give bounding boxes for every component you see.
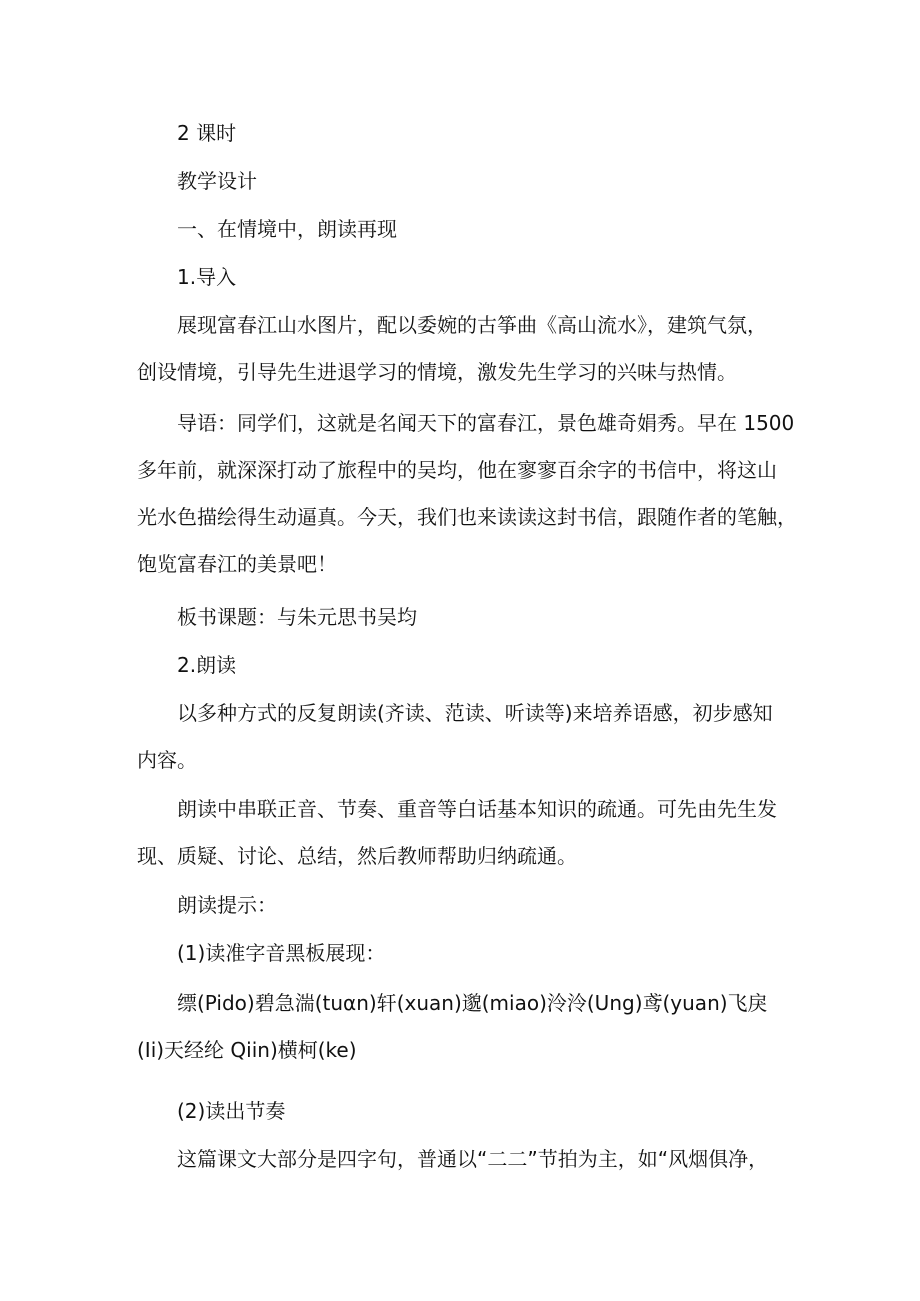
subheading-intro: [137, 254, 797, 301]
text-line: 朗读中串联正音、节奏、重音等白话基本知识的疏通。可先由先生发: [177, 797, 777, 821]
text-line: (1)读准字音黑板展现：: [177, 941, 386, 965]
paragraph-reading-methods: [137, 690, 797, 784]
text-line: 板书课题：与朱元思书吴均: [177, 605, 417, 629]
text-line: 创设情境，引导先生进退学习的情境，激发先生学习的兴味与热情。: [137, 360, 737, 384]
text-line: 这篇课文大部分是四字句，普通以“二二”节拍为主，如“风烟俱净，: [177, 1147, 769, 1171]
section-heading-1: [137, 206, 797, 253]
text-line: 2 课时: [177, 121, 237, 145]
paragraph-tip-2: [137, 1088, 797, 1135]
paragraph-board-title: [137, 594, 797, 641]
text-line: 内容。: [137, 748, 197, 772]
paragraph-rhythm: [137, 1136, 797, 1183]
paragraph-pronunciation-list: [137, 980, 797, 1074]
text-line: 1.导入: [177, 265, 237, 289]
text-line: 教学设计: [177, 169, 257, 193]
text-line: 多年前，就深深打动了旅程中的吴均，他在寥寥百余字的书信中，将这山: [137, 458, 777, 482]
text-line: 展现富春江山水图片，配以委婉的古筝曲《高山流水》，建筑气氛，: [177, 313, 767, 337]
paragraph-guide-words: [137, 400, 797, 588]
text-line: 光水色描绘得生动逼真。今天，我们也来读读这封书信，跟随作者的笔触，: [137, 505, 797, 529]
paragraph-reading-knowledge: [137, 786, 797, 880]
text-line: 朗读提示：: [177, 893, 277, 917]
text-line: 饱览富春江的美景吧！: [137, 552, 337, 576]
paragraph-show-pictures: [137, 302, 797, 396]
paragraph-lesson-hours: [137, 110, 797, 157]
paragraph-teaching-design: [137, 158, 797, 205]
text-line: 缥(Pido)碧急湍(tuαn)轩(xuan)邈(miao)泠泠(Ung)鸢(yuan)飞戾: [177, 991, 768, 1015]
paragraph-tip-1: [137, 930, 797, 977]
text-line: 现、质疑、讨论、总结，然后教师帮助归纳疏通。: [137, 844, 577, 868]
text-line: 以多种方式的反复朗读(齐读、范读、听读等)来培养语感，初步感知: [177, 701, 773, 725]
text-line: (Ii)天经纶 Qiin)横柯(ke): [137, 1038, 357, 1062]
paragraph-reading-tips: [137, 882, 797, 929]
text-line: 导语：同学们，这就是名闻天下的富春江，景色雄奇娟秀。早在 1500: [177, 411, 795, 435]
text-line: (2)读出节奏: [177, 1099, 286, 1123]
text-line: 2.朗读: [177, 653, 237, 677]
subheading-reading: [137, 642, 797, 689]
text-line: 一、在情境中，朗读再现: [177, 217, 397, 241]
